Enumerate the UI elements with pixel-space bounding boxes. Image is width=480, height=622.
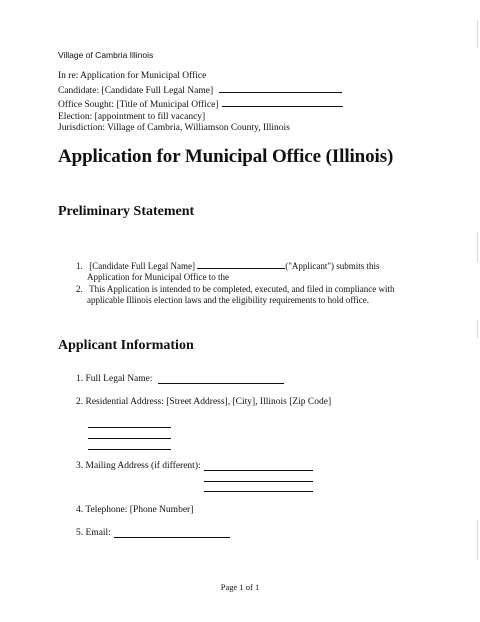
address-blank-3[interactable] [88, 449, 171, 450]
item-text: This Application is intended to be completed, executed, and filed in compliance with [89, 284, 395, 294]
field-number: 2. [76, 397, 84, 407]
field-label: Telephone: [Phone Number] [85, 505, 194, 515]
preliminary-item-1-continued: Application for Municipal Office to the [87, 272, 230, 282]
applicant-heading: Applicant Information [58, 338, 194, 353]
item-number: 2. [76, 284, 83, 294]
address-blank-1[interactable] [88, 427, 171, 428]
item-number: 1. [76, 261, 83, 271]
caption-re: In re: Application for Municipal Office [58, 71, 207, 81]
item-text: [Candidate Full Legal Name] [89, 261, 195, 271]
field-residential-address [76, 397, 331, 407]
caption-jurisdiction: Jurisdiction: Village of Cambria, Williamson County, Illinois [58, 123, 290, 133]
caption-office: Office Sought: [Title of Municipal Office] [58, 100, 219, 110]
field-full-legal-name [76, 374, 153, 384]
full-legal-name-blank[interactable] [158, 383, 284, 384]
scan-edge-mark [477, 320, 478, 338]
caption-election: Election: [appointment to fill vacancy] [58, 111, 206, 122]
item-text: ("Applicant") submits this [285, 261, 380, 271]
email-blank[interactable] [114, 537, 230, 538]
preliminary-item-2 [76, 284, 395, 295]
scan-edge-mark [477, 232, 478, 262]
applicant-name-blank[interactable] [197, 260, 285, 269]
preliminary-list [76, 260, 395, 306]
scan-edge-mark [477, 20, 478, 48]
address-blank-2[interactable] [88, 438, 171, 439]
mailing-blank-3[interactable] [204, 491, 313, 492]
caption-candidate: Candidate: [Candidate Full Legal Name] [58, 85, 214, 96]
case-caption [58, 71, 343, 135]
field-number: 5. [76, 528, 84, 538]
field-telephone [76, 505, 193, 515]
scan-edge-mark [477, 520, 478, 560]
caption-office-row [58, 97, 343, 112]
field-label: Full Legal Name: [85, 374, 153, 384]
document-header: Village of Cambria Illinois [58, 50, 154, 60]
document-title: Application for Municipal Office (Illinois) [58, 146, 394, 167]
office-blank[interactable] [222, 97, 343, 107]
field-label: Mailing Address (if different): [85, 461, 201, 471]
field-number: 1. [76, 374, 84, 384]
caption-candidate-row [58, 83, 343, 98]
field-number: 3. [76, 461, 84, 471]
field-label: Residential Address: [Street Address], [City], Illinois [Zip Code] [85, 397, 332, 407]
page-footer: Page 1 of 1 [220, 582, 260, 592]
mailing-blank-2[interactable] [204, 481, 313, 482]
field-email [76, 528, 111, 538]
preliminary-heading: Preliminary Statement [58, 204, 195, 219]
field-label: Email: [85, 528, 111, 538]
preliminary-item-1 [76, 260, 395, 272]
field-mailing-address [76, 461, 201, 471]
mailing-blank-1[interactable] [204, 470, 313, 471]
candidate-blank[interactable] [219, 83, 342, 93]
field-number: 4. [76, 505, 84, 515]
preliminary-item-2-continued: applicable Illinois election laws and the eligibility requirements to hold office. [87, 295, 370, 305]
